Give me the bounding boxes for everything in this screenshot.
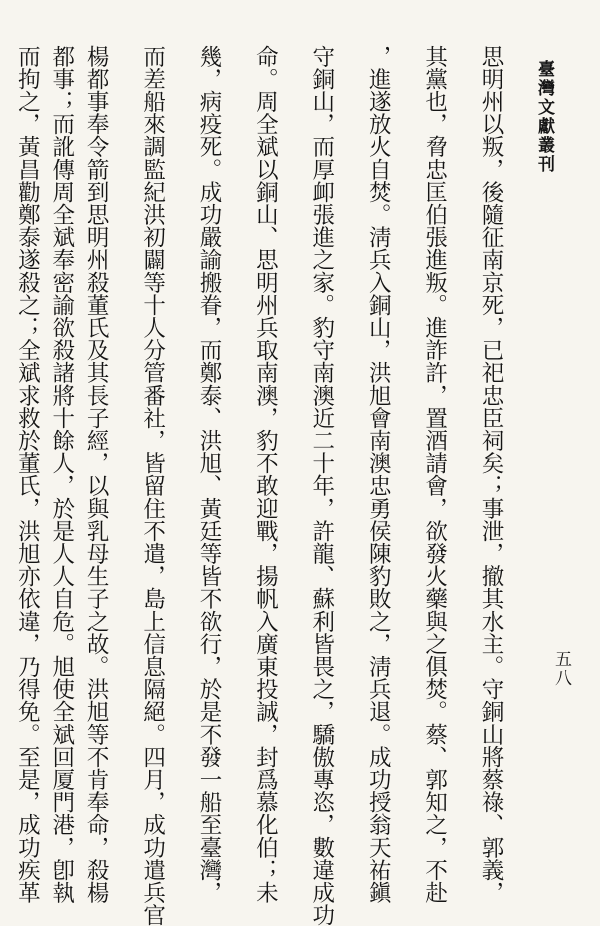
text-column: 其黨也，脅忠匡伯張進叛。進詐許，置酒請會，欲發火藥與之俱焚。蔡、郭知之，不赴 [421,45,448,904]
text-column: 而差船來調監紀洪初闢等十人分管番社，皆留住不遣，島上信息隔絕。四月，成功遣兵官 [139,45,166,926]
text-column: 而拘之，黃昌勸鄭泰遂殺之；全斌求救於董氏，洪旭亦依違，乃得免。至是，成功疾革 [14,45,41,904]
text-column: 思明州以叛，後隨征南京死，已祀忠臣祠矣；事泄，撤其水主。守銅山將蔡祿、郭義， [478,45,504,904]
vertical-text-body [14,45,508,926]
text-column: 守銅山，而厚卹張進之家。豹守南澳近二十年，許龍、蘇利皆畏之，驕傲專恣，數違成功 [308,45,335,926]
text-column: 楊都事奉令箭到思明州殺董氏及其長子經，以與乳母生子之故。洪旭等不肯奉命，殺楊 [83,45,110,904]
text-column: 命。周全斌以銅山、思明州兵取南澳，豹不敢迎戰，揚帆入廣東投誠，封爲慕化伯；未 [252,45,279,904]
series-title: 臺灣文獻叢刊 [534,60,554,174]
page-number: 五八 [551,650,571,688]
text-column: 幾，病疫死。成功嚴諭搬眷，而鄭泰、洪旭、黃廷等皆不欲行，於是不發一船至臺灣， [195,45,222,904]
text-column: ，進遂放火自焚。淸兵入銅山，洪旭會南澳忠勇侯陳豹敗之，淸兵退。成功授翁天祐鎭 [365,45,392,904]
text-column: 都事；而訛傳周全斌奉密諭欲殺諸將十餘人，於是人人自危。旭使全斌回厦門港，卽執 [48,45,75,904]
